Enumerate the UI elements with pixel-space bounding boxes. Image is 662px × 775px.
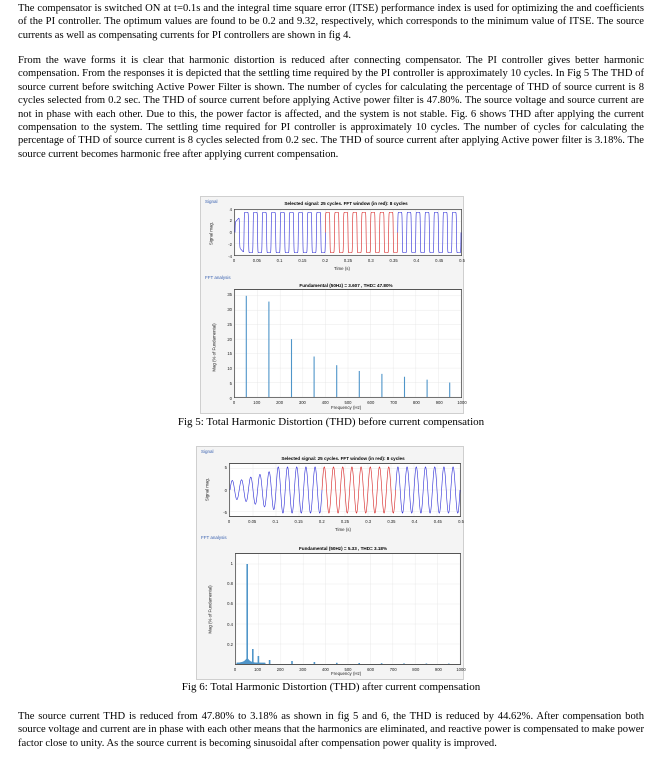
signal-x-label: Time (s) xyxy=(334,266,350,271)
fft-plot-title: Fundamental (50Hz) = 3.607 , THD= 47.80% xyxy=(299,283,393,288)
bar xyxy=(252,649,254,664)
y-tick-label: 4 xyxy=(229,206,232,212)
y-tick-label: 25 xyxy=(227,321,232,327)
paragraph-3: The source current THD is reduced from 47.80% to 3.18% as shown in fig 5 and 6, the THD is reduced by 44.62%. After compensation both source voltage and current are in phase with each other means that the harmonics are eliminated, and reactive power is compensated to make power factor close to unity. As the source current is becoming sinusoidal after compensation power quality is improved. xyxy=(18,711,644,749)
x-tick-label: 0.2 xyxy=(322,258,329,263)
y-tick-label: 2 xyxy=(229,218,232,224)
figure-6 xyxy=(196,446,464,680)
bar xyxy=(336,365,337,397)
bar xyxy=(314,357,315,397)
x-tick-label: 200 xyxy=(276,400,284,405)
signal-panel-tag: Signal xyxy=(205,199,218,204)
fft-panel-tag: FFT analysis xyxy=(201,535,227,540)
fft-y-label: Mag (% of Fundamental) xyxy=(211,323,217,372)
x-tick-label: 300 xyxy=(299,667,307,672)
y-tick-label: 0.6 xyxy=(227,601,233,607)
y-tick-label: 0.8 xyxy=(227,581,233,587)
x-tick-label: 0.25 xyxy=(340,519,350,524)
fft-panel-tag: FFT analysis xyxy=(205,275,231,280)
x-tick-label: 0.4 xyxy=(413,258,420,263)
x-tick-label: 0.5 xyxy=(458,519,464,524)
x-tick-label: 0.3 xyxy=(367,258,374,263)
x-tick-label: 0.35 xyxy=(387,519,396,524)
x-tick-label: 600 xyxy=(367,400,375,405)
fft-plot-title: Fundamental (50Hz) = 5.33 , THD= 3.18% xyxy=(298,546,388,551)
bar xyxy=(246,659,247,664)
signal-x-label: Time (s) xyxy=(335,527,351,532)
bar xyxy=(359,371,360,397)
x-tick-label: 500 xyxy=(344,400,352,405)
paragraph-2: From the wave forms it is clear that harmonic distortion is reduced after connecting compensator. The PI controller gives better harmonic compensation. From the responses it is depicted that the settling time required by the PI controller is approximately 10 cycles. In Fig 5 The THD of source current before switching Active Power Filter is shown. The number of cycles for calculating the percentage of THD of source current is 8 cycles selected from 0.2 sec. The THD of source current before applying Active power filter is 47.80%. The source voltage and source current are not in phase with each other. Due to this, the power factor is affected, and the system is not stable. Fig. 6 shows THD after applying the current compensation to the system. The settling time required for PI controller is approximately 10 cycles. The number of cycles for calculating the percentage of THD of source current is 8 cycles selected from 0.2 sec. The THD of source current after applying Active power filter is 3.18%. The source current becomes harmonic free after applying current compensation. xyxy=(18,55,644,160)
bar xyxy=(403,663,405,664)
figure-5 xyxy=(200,196,467,414)
x-tick-label: 400 xyxy=(321,667,329,672)
y-tick-label: 15 xyxy=(227,351,232,357)
y-tick-label: 35 xyxy=(227,292,232,298)
x-tick-label: 0.1 xyxy=(272,519,279,524)
x-tick-label: 0.25 xyxy=(343,258,353,263)
y-tick-label: 0 xyxy=(229,230,232,235)
y-tick-label: -4 xyxy=(228,253,232,259)
bar xyxy=(268,302,269,397)
y-tick-label: -2 xyxy=(228,241,232,247)
y-tick-label: 0 xyxy=(224,487,227,493)
x-tick-label: 0.2 xyxy=(318,519,325,524)
x-tick-label: 800 xyxy=(412,400,420,405)
y-tick-label: 10 xyxy=(227,366,232,372)
x-tick-label: 400 xyxy=(321,400,329,405)
y-tick-label: 5 xyxy=(224,465,227,470)
bar xyxy=(246,564,248,664)
figure-6-caption: Fig 6: Total Harmonic Distortion (THD) after current compensation xyxy=(181,681,481,693)
x-tick-label: 900 xyxy=(434,667,442,672)
x-tick-label: 0.4 xyxy=(411,519,418,524)
bar xyxy=(426,664,428,665)
y-tick-label: -5 xyxy=(223,510,227,515)
y-tick-label: 0.4 xyxy=(227,621,233,627)
bar xyxy=(314,662,316,664)
y-tick-label: 1 xyxy=(230,560,233,566)
fft-plot-area xyxy=(235,553,461,665)
bar xyxy=(264,663,265,664)
bar xyxy=(449,383,450,397)
y-tick-label: 0 xyxy=(229,395,232,401)
bar xyxy=(246,296,247,397)
bar xyxy=(381,374,382,397)
y-tick-label: 30 xyxy=(227,307,232,313)
bar xyxy=(269,660,271,664)
signal-series xyxy=(235,212,325,253)
signal-plot-area xyxy=(234,209,462,256)
x-tick-label: 0.15 xyxy=(298,258,307,263)
x-tick-label: 500 xyxy=(344,667,352,672)
x-tick-label: 0.3 xyxy=(365,519,372,524)
x-tick-label: 900 xyxy=(435,400,443,405)
signal-plot-area xyxy=(229,463,461,517)
x-tick-label: 0.5 xyxy=(459,258,465,263)
x-tick-label: 0 xyxy=(227,519,231,524)
bar xyxy=(381,663,383,664)
x-tick-label: 300 xyxy=(298,400,306,405)
fft-plot-area xyxy=(234,289,462,398)
x-tick-label: 200 xyxy=(276,667,284,672)
bar xyxy=(336,663,338,664)
x-tick-label: 1000 xyxy=(456,667,466,672)
bar xyxy=(358,663,360,664)
bar xyxy=(404,377,405,397)
x-tick-label: 0 xyxy=(233,667,237,672)
signal-plot-title: Selected signal: 25 cycles. FFT window (in red): 8 cycles xyxy=(284,201,408,206)
x-tick-label: 100 xyxy=(254,667,262,672)
x-tick-label: 0.05 xyxy=(248,519,257,524)
bar xyxy=(291,661,293,664)
y-tick-label: 5 xyxy=(229,380,232,386)
x-tick-label: 0 xyxy=(232,400,236,405)
x-tick-label: 0.1 xyxy=(276,258,283,263)
x-tick-label: 700 xyxy=(390,400,398,405)
x-tick-label: 1000 xyxy=(457,400,467,405)
fft-y-label: Mag (% of Fundamental) xyxy=(207,585,213,634)
signal-y-label: Signal mag. xyxy=(204,477,210,502)
signal-plot-title: Selected signal: 25 cycles. FFT window (in red): 8 cycles xyxy=(281,456,405,461)
signal-y-label: Signal mag. xyxy=(208,221,214,246)
x-tick-label: 800 xyxy=(412,667,420,672)
x-tick-label: 0.05 xyxy=(252,258,261,263)
x-tick-label: 0.35 xyxy=(389,258,398,263)
y-tick-label: 20 xyxy=(227,336,232,342)
y-tick-label: 0.2 xyxy=(227,642,233,648)
x-tick-label: 600 xyxy=(367,667,375,672)
figure-5-caption: Fig 5: Total Harmonic Distortion (THD) before current compensation xyxy=(177,416,485,428)
fft-x-label: Frequency (Hz) xyxy=(331,405,362,410)
bar xyxy=(427,380,428,397)
x-tick-label: 0.15 xyxy=(294,519,303,524)
bar xyxy=(291,339,292,397)
x-tick-label: 0 xyxy=(232,258,236,263)
x-tick-label: 0.45 xyxy=(435,258,444,263)
paragraph-1: The compensator is switched ON at t=0.1s and the integral time square error (ITSE) performance index is used for optimizing the and coefficients of the PI controller. The optimum values are found to be 0.2 and 9.32, respectively, which corresponds to the minimum value of ITSE. The source currents as well as compensating currents for PI controllers are shown in fig 4. xyxy=(18,3,644,41)
signal-panel-tag: Signal xyxy=(201,449,214,454)
x-tick-label: 100 xyxy=(253,400,261,405)
x-tick-label: 700 xyxy=(389,667,397,672)
fft-x-label: Frequency (Hz) xyxy=(331,671,362,676)
x-tick-label: 0.45 xyxy=(433,519,442,524)
